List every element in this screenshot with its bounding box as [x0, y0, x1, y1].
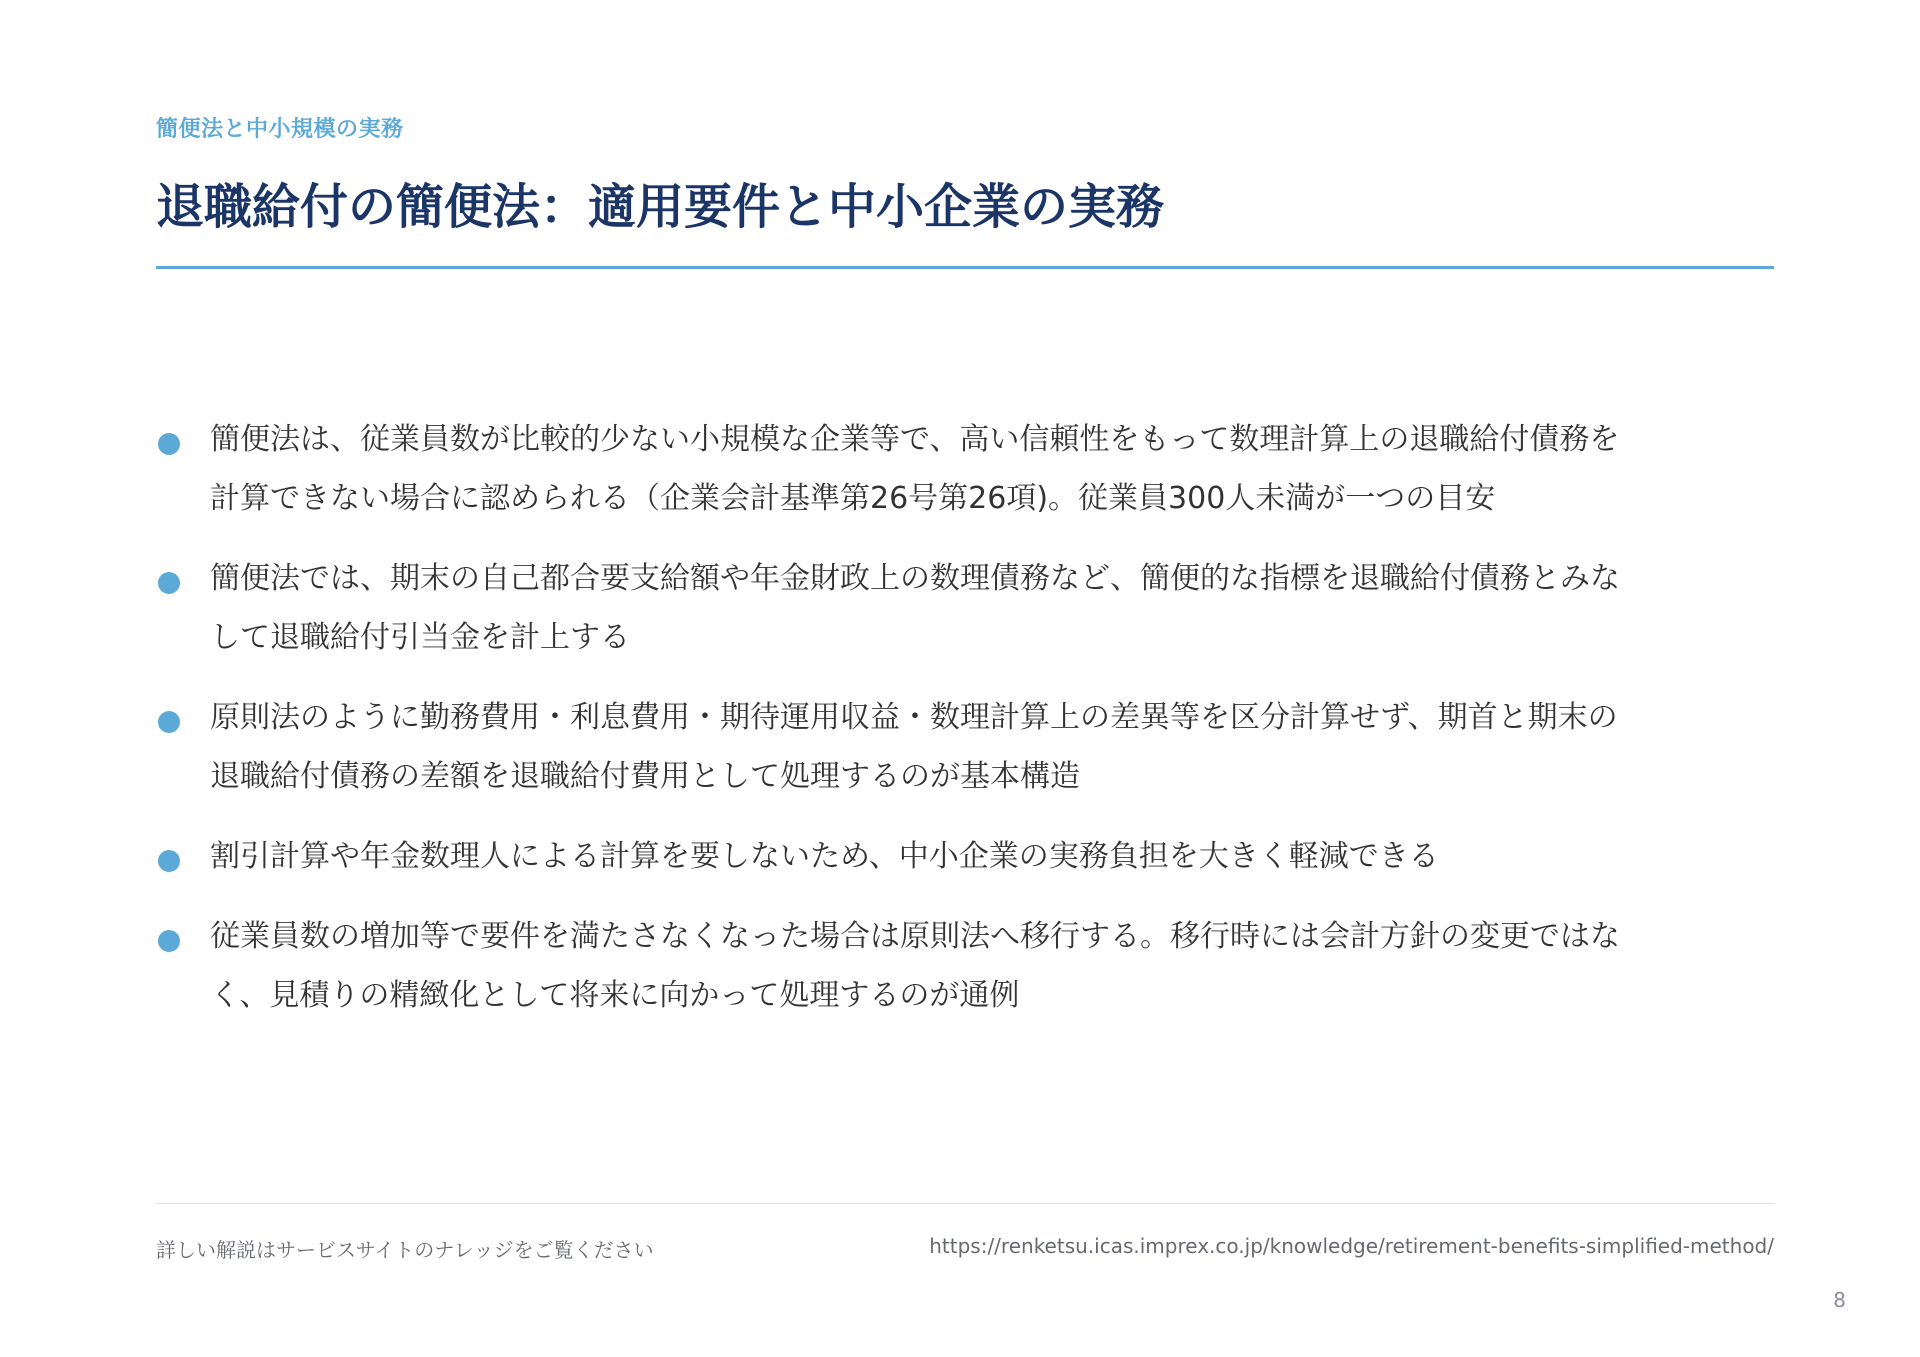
- bullet-item: [156, 907, 1638, 1025]
- bullet-text: 簡便法は、従業員数が比較的少ない小規模な企業等で、高い信頼性をもって数理計算上の退職給付債務を計算できない場合に認められる（企業会計基準第26号第26項)。従業員300人未満が一つの目安: [210, 422, 1620, 516]
- bullet-list: [156, 410, 1620, 1046]
- bullet-text: 簡便法では、期末の自己都合要支給額や年金財政上の数理債務など、簡便的な指標を退職給付債務とみなして退職給付引当金を計上する: [210, 561, 1620, 655]
- bullet-text: 従業員数の増加等で要件を満たさなくなった場合は原則法へ移行する。移行時には会計方針の変更ではなく、見積りの精緻化として将来に向かって処理するのが通例: [210, 919, 1620, 1013]
- page-title: 退職給付の簡便法：適用要件と中小企業の実務: [156, 179, 1165, 235]
- bullet-item: [156, 410, 1638, 528]
- bullet-dot-icon: [158, 433, 180, 455]
- section-label: 簡便法と中小規模の実務: [156, 117, 404, 142]
- bullet-dot-icon: [158, 572, 180, 594]
- bullet-dot-icon: [158, 711, 180, 733]
- bullet-dot-icon: [158, 930, 180, 952]
- footer-divider: [156, 1203, 1774, 1204]
- bullet-item: [156, 827, 1638, 886]
- bullet-item: [156, 688, 1638, 806]
- page-number: 8: [1833, 1288, 1846, 1312]
- bullet-text: 原則法のように勤務費用・利息費用・期待運用収益・数理計算上の差異等を区分計算せず、期首と期末の退職給付債務の差額を退職給付費用として処理するのが基本構造: [210, 700, 1618, 794]
- title-divider: [156, 266, 1774, 269]
- bullet-text: 割引計算や年金数理人による計算を要しないため、中小企業の実務負担を大きく軽減できる: [210, 839, 1439, 874]
- bullet-dot-icon: [158, 850, 180, 872]
- bullet-item: [156, 549, 1638, 667]
- knowledge-link[interactable]: https://renketsu.icas.imprex.co.jp/knowledge/retirement-benefits-simplified-method/: [929, 1234, 1774, 1258]
- footer-note: 詳しい解説はサービスサイトのナレッジをご覧ください: [156, 1238, 654, 1262]
